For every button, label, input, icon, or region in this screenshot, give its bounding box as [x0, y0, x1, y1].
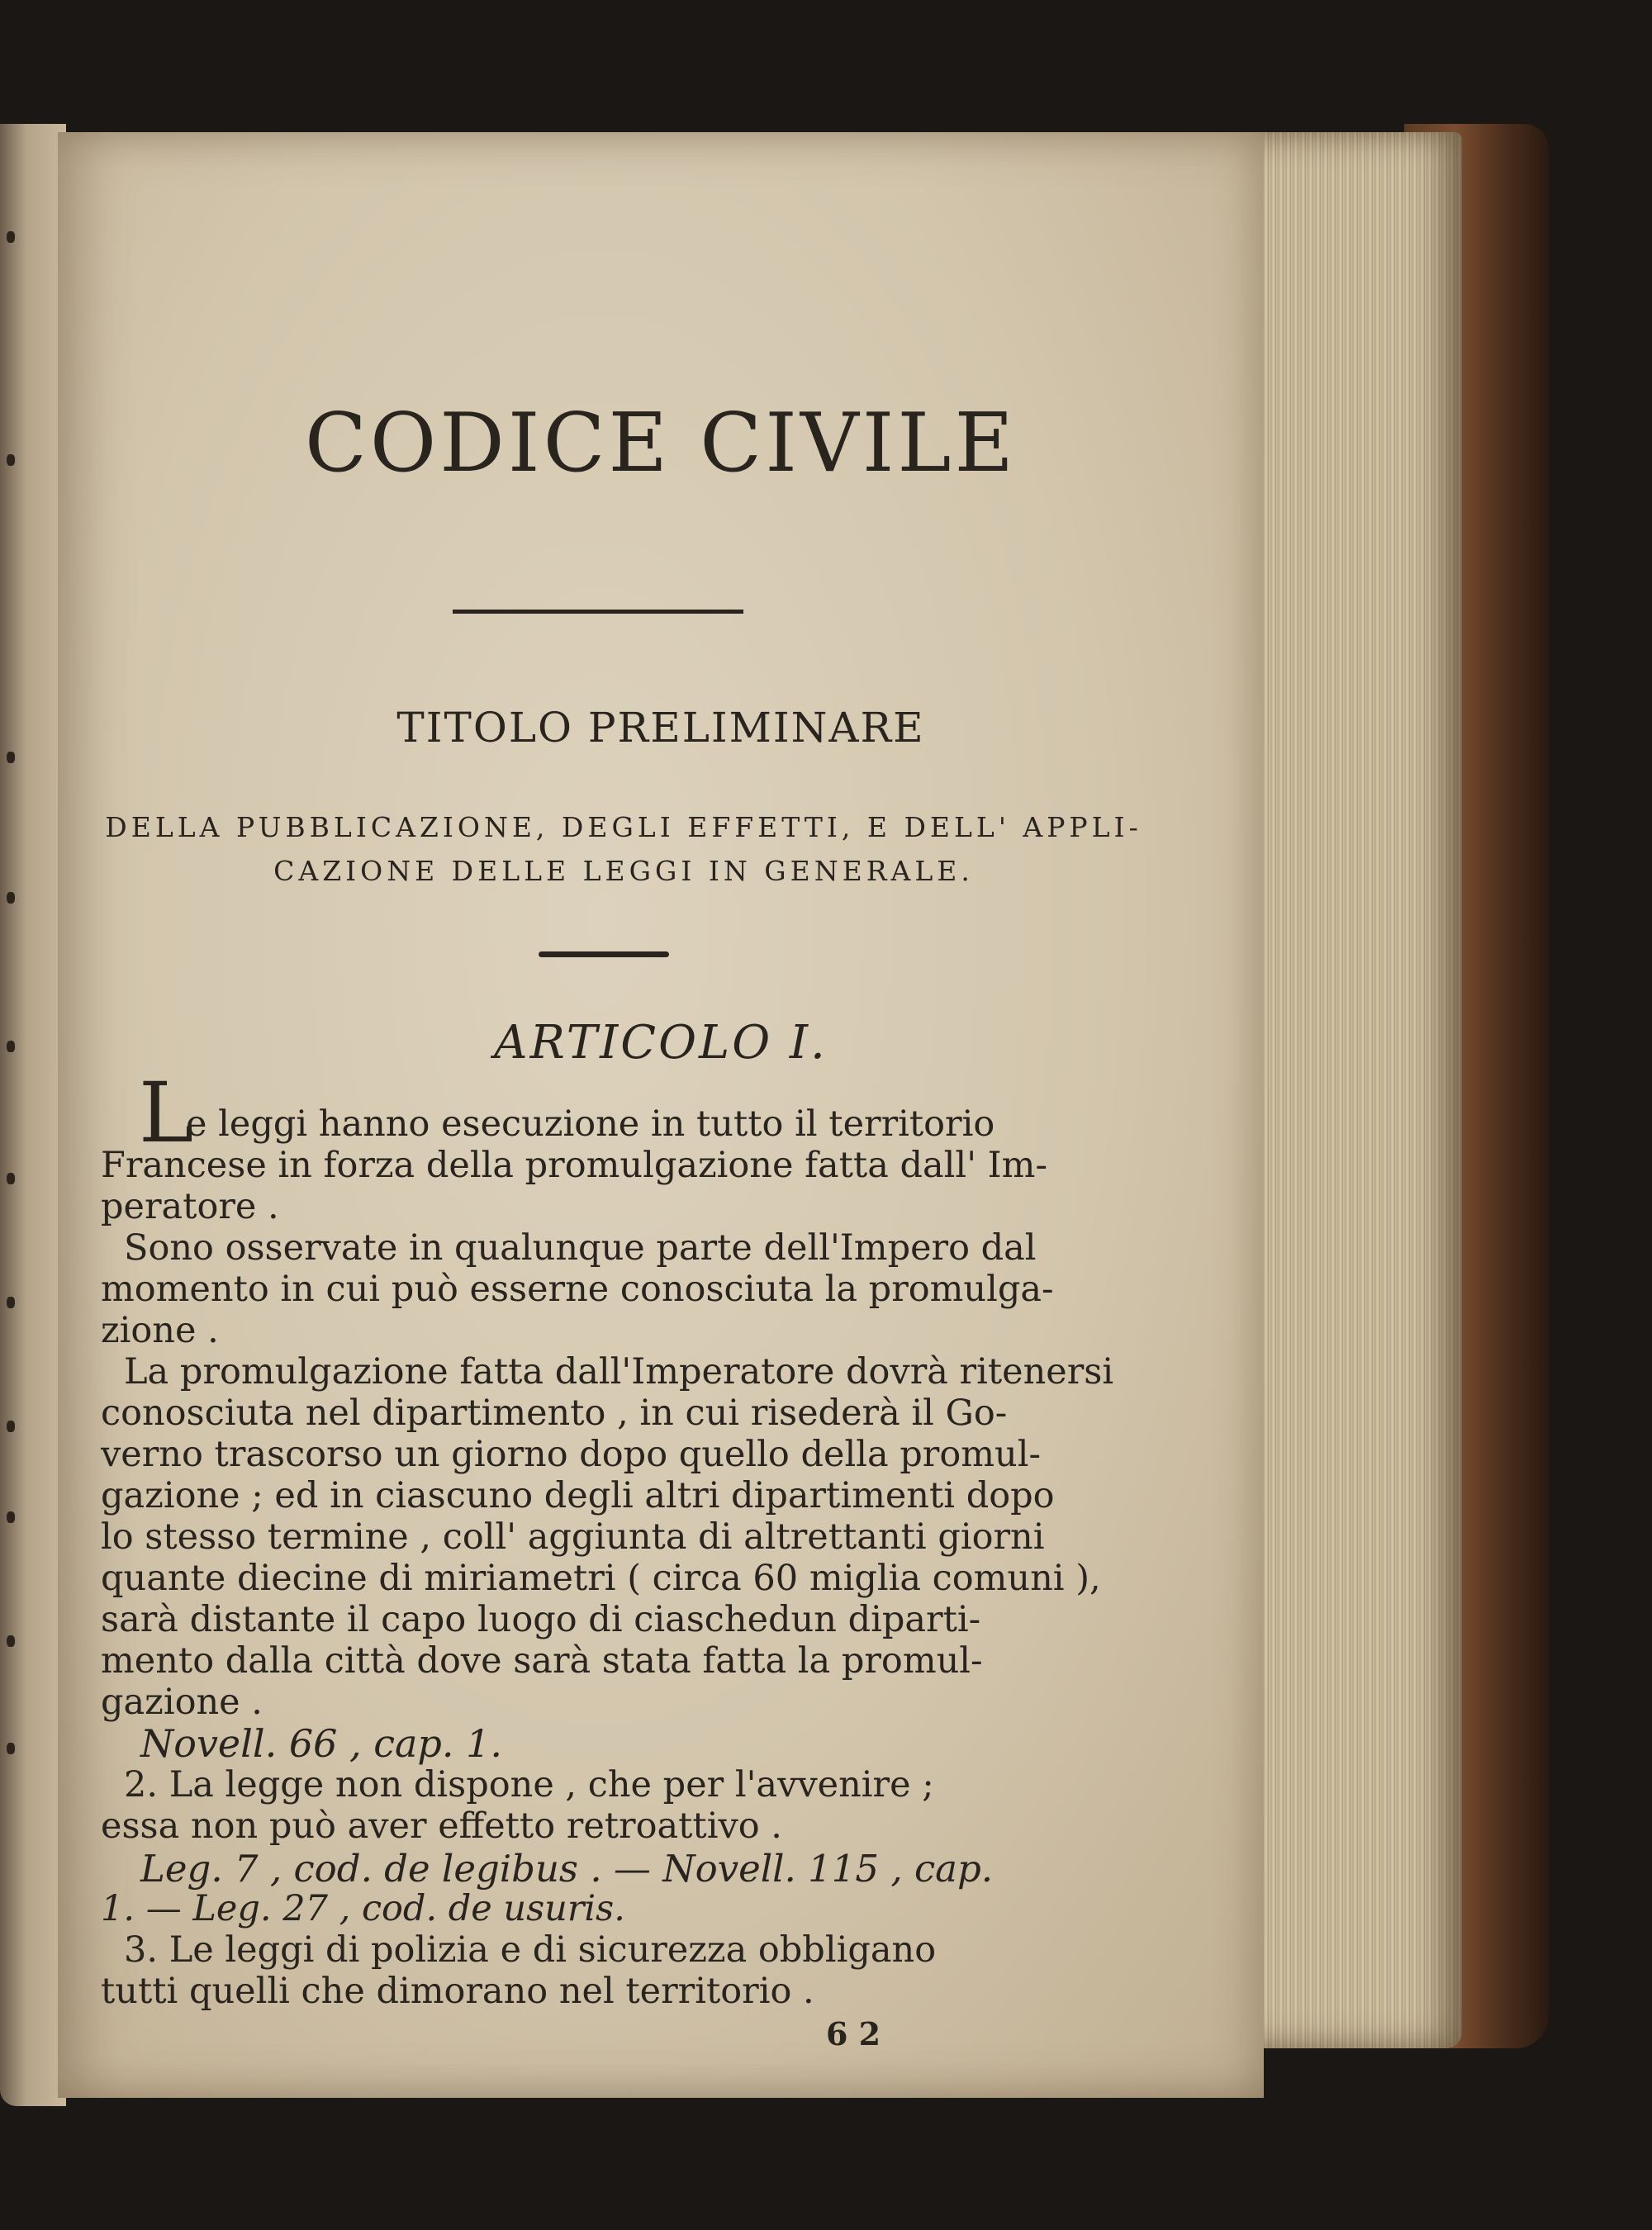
left-page-mark	[7, 1173, 15, 1184]
text-line: Francese in forza della promulgazione fatta dall' Im-	[101, 1145, 1047, 1186]
text-line: gazione ; ed in ciascuno degli altri dipartimenti dopo	[101, 1475, 1055, 1516]
text-line: zione .	[101, 1310, 219, 1351]
drop-cap: L	[139, 1065, 194, 1161]
text-line: quante diecine di miriametri ( circa 60 miglia comuni ),	[101, 1558, 1101, 1599]
text-line: e leggi hanno esecuzione in tutto il territorio	[186, 1103, 995, 1145]
text-line: sarà distante il capo luogo di ciaschedun diparti-	[101, 1599, 981, 1640]
section-title: TITOLO PRELIMINARE	[396, 704, 925, 752]
left-page-mark	[7, 1511, 15, 1523]
left-page-mark	[7, 752, 15, 763]
text-line: Sono osservate in qualunque parte dell'Impero dal	[124, 1227, 1037, 1269]
left-page-edge	[0, 124, 66, 2106]
text-line: La promulgazione fatta dall'Imperatore dovrà ritenersi	[124, 1351, 1114, 1393]
section-rule	[539, 951, 669, 957]
left-page-mark	[7, 892, 15, 904]
page-title: CODICE CIVILE	[304, 396, 1018, 491]
left-page-mark	[7, 1743, 15, 1754]
title-rule	[453, 610, 743, 614]
reference-line: 1. — Leg. 27 , cod. de usuris.	[101, 1888, 625, 1929]
left-page-mark	[7, 1421, 15, 1432]
section-subtitle-line-1: DELLA PUBBLICAZIONE, DEGLI EFFETTI, E DELL' APPLI-	[105, 811, 1142, 843]
text-line: mento dalla città dove sarà stata fatta la promul-	[101, 1640, 983, 1682]
text-line: lo stesso termine , coll' aggiunta di altrettanti giorni	[101, 1516, 1045, 1558]
left-page-mark	[7, 1297, 15, 1308]
text-line: essa non può aver effetto retroattivo .	[101, 1805, 782, 1847]
text-line: conosciuta nel dipartimento , in cui risederà il Go-	[101, 1393, 1008, 1434]
text-line: 2. La legge non dispone , che per l'avvenire ;	[124, 1764, 934, 1805]
section-subtitle-line-2: CAZIONE DELLE LEGGI IN GENERALE.	[273, 855, 974, 887]
text-line: tutti quelli che dimorano nel territorio .	[101, 1971, 814, 2012]
book-page	[58, 132, 1264, 2098]
left-page-mark	[7, 231, 15, 243]
article-heading: ARTICOLO I.	[494, 1016, 828, 1070]
text-line: momento in cui può esserne conosciuta la promulga-	[101, 1269, 1054, 1310]
book-fore-edge	[1239, 132, 1462, 2048]
left-page-mark	[7, 454, 15, 466]
reference-line: Leg. 7 , cod. de legibus . — Novell. 115 , cap.	[140, 1847, 994, 1891]
left-page-mark	[7, 1041, 15, 1052]
text-line: verno trascorso un giorno dopo quello della promul-	[101, 1434, 1041, 1475]
left-page-mark	[7, 1635, 15, 1647]
text-line: peratore .	[101, 1186, 279, 1227]
text-line: 3. Le leggi di polizia e di sicurezza obbligano	[124, 1929, 937, 1971]
text-line: gazione .	[101, 1682, 263, 1723]
signature-mark: 6 2	[826, 2015, 881, 2052]
reference-line: Novell. 66 , cap. 1.	[140, 1721, 502, 1766]
